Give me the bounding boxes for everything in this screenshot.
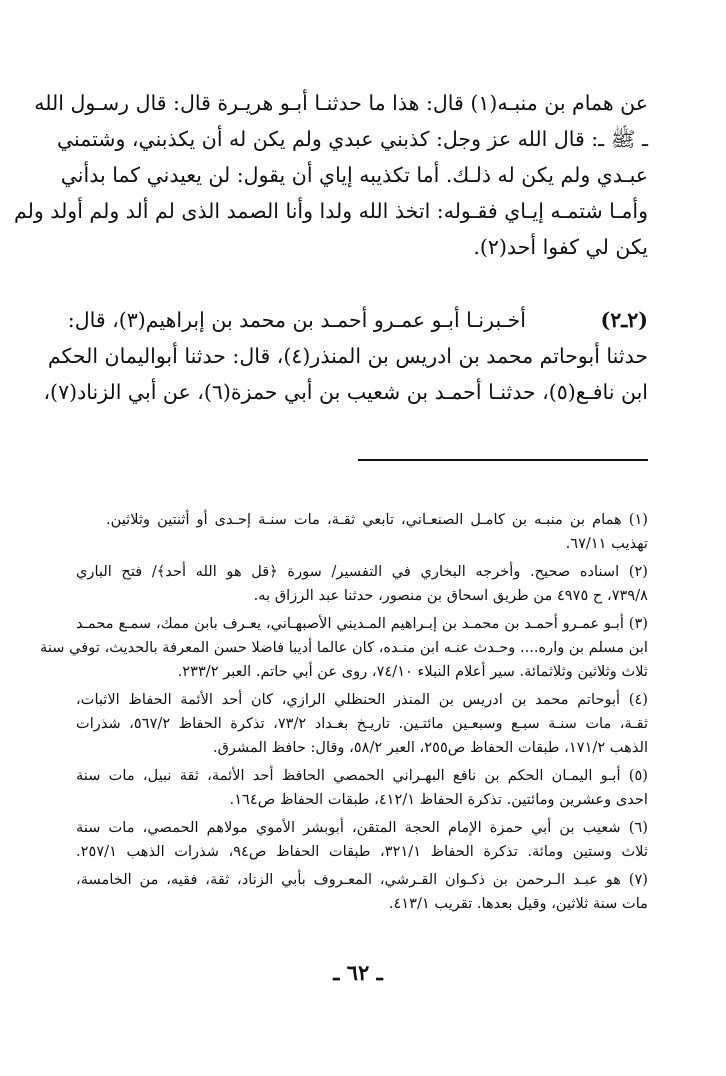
footnote-line: تهذيب ٦٧/١١. bbox=[565, 535, 648, 552]
footnote-line: ثلاث وثلاثين وثلاثمائة. سير أعلام النبلاء ٧٤/١٠، روى عن أبي حاتم. العبر ٢٣٣/٢. bbox=[177, 663, 648, 680]
main-text-line: وأمـا شتمـه إيـاي فقـوله: اتخذ الله ولدا وأنا الصمد الذى لم ألد ولم أولد ولم bbox=[14, 199, 648, 223]
hadith-line: أخـبرنـا أبـو عمـرو أحمـد بن محمد بن إبراهيم(٣)، قال: bbox=[67, 308, 526, 332]
footnote-line: ثلاث وستين ومائة. تذكرة الحفاظ ٣٢١/١، طبقات الحفاظ ص٩٤، شذرات الذهب ٢٥٧/١. bbox=[76, 843, 648, 860]
footnote-line: (١) همام بن منبـه بن كامـل الصنعـاني، تابعي ثقـة، مات سنـة إحـدى أو أثنتين وثلاثين. bbox=[106, 511, 648, 528]
footnote-line: احدى وعشرين ومائتين. تذكرة الحفاظ ٤١٢/١، طبقات الحفاظ ص١٦٤. bbox=[229, 791, 648, 808]
footnote-line: (٦) شعيب بن أبي حمزة الإمام الحجة المتقن، أبوبشر الأموي مولاهم الحمصي، مات سنة bbox=[76, 819, 648, 836]
footnote-line: (٥) أبـو اليمـان الحكم بن نافع البهـراني الحمصي الحافظ أحد الأئمة، ثقة نبيل، مات سنة bbox=[76, 767, 648, 784]
hadith-line: حدثنا أبوحاتم محمد بن ادريس بن المنذر(٤)، قال: حدثنا أبواليمان الحكم bbox=[47, 344, 648, 368]
footnote-line: ثقـة، مات سنـة سبـع وسبعـين مائتـين. تاريـخ بغـداد ٧٣/٢، تذكرة الحفاظ ٥٦٧/٢، شذرات bbox=[76, 715, 649, 732]
footnote-line: (٢) اسناده صحيح. وأخرجه البخاري في التفسير/ سورة ﴿قل هو الله أحد﴾/ فتح الباري bbox=[76, 563, 648, 580]
footnote-line: (٣) أبـو عمـرو أحمـد بن محمـد بن إبـراهيم المـديني الأصبهـاني، يعـرف بابن ممك، سمـع محمـد bbox=[76, 615, 648, 632]
main-text-line: عبـدي ولم يكن له ذلـك. أما تكذيبه إياي أن يقول: لن يعيدني كما بدأني bbox=[60, 163, 648, 187]
page-number: ـ ٦٢ ـ bbox=[333, 960, 383, 985]
footnote-separator bbox=[358, 459, 648, 461]
main-text-line: ـ ﷺ ـ: قال الله عز وجل: كذبني عبدي ولم يكن له أن يكذبني، وشتمني bbox=[56, 127, 648, 151]
footnote-line: (٧) هو عبـد الـرحمن بن ذكـوان القـرشي، المعـروف بأبي الزناد، ثقة، فقيه، من الخامسة، bbox=[76, 871, 648, 888]
footnote-line: ٧٣٩/٨، ح ٤٩٧٥ من طريق اسحاق بن منصور، حدثنا عبد الرزاق به. bbox=[253, 587, 648, 604]
footnote-line: (٤) أبوحاتم محمد بن ادريس بن المنذر الحنظلي الرازي، كان أحد الأئمة الحفاظ الاثبات، bbox=[76, 691, 648, 708]
footnote-line: مات سنة ثلاثين، وقيل بعدها. تقريب ٤١٣/١. bbox=[388, 895, 648, 912]
footnote-line: ابن مسلم بن واره.... وحـدث عنـه ابن منـده، كان عالما أديبا فاضلا حسن المعرفة بالحديث، توفي سنة bbox=[40, 639, 648, 656]
main-text-line: يكن لي كفوا أحد(٢). bbox=[473, 235, 648, 259]
main-text-line: عن همام بن منبـه(١) قال: هذا ما حدثنـا أبـو هريـرة قال: قال رسـول الله bbox=[34, 91, 648, 115]
footnote-line: الذهب ١٧١/٢، طبقات الحفاظ ص٢٥٥، العبر ٥٨/٢، وقال: حافظ المشرق. bbox=[212, 739, 648, 756]
hadith-number: (٢ـ٢) bbox=[600, 308, 648, 332]
hadith-line: ابن نافـع(٥)، حدثنـا أحمـد بن شعيب بن أبي حمزة(٦)، عن أبي الزناد(٧)، bbox=[43, 380, 648, 404]
